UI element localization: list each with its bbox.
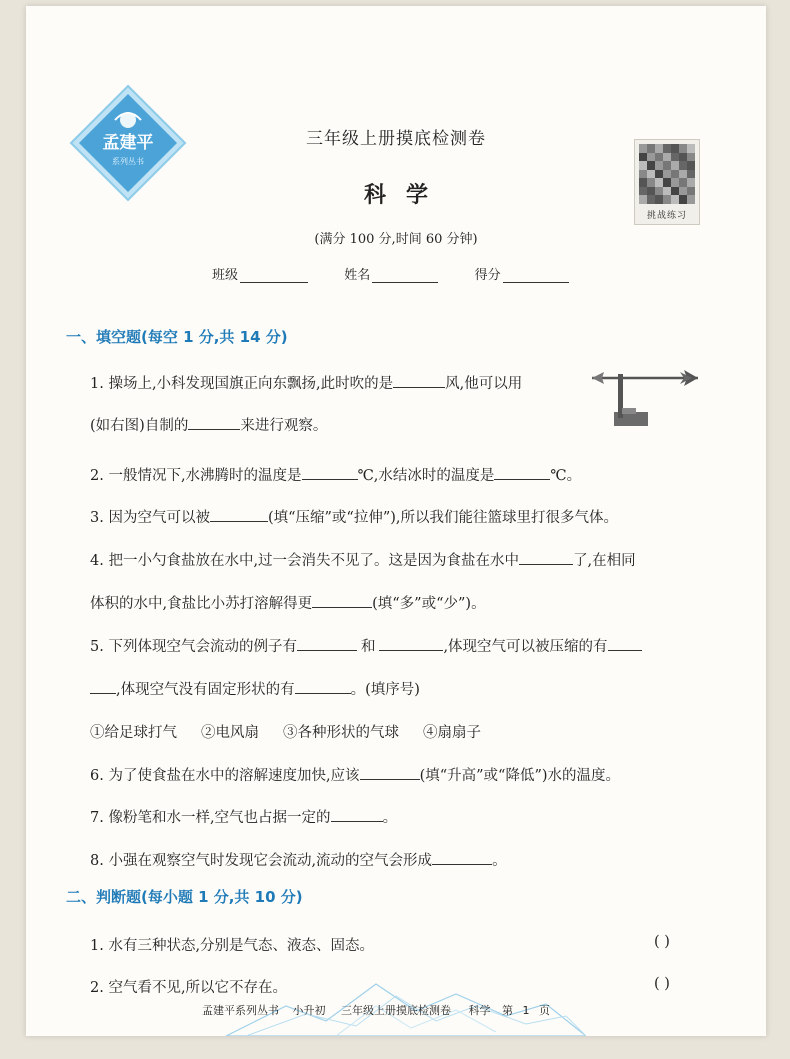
q1-blank2[interactable]: [188, 414, 240, 430]
qr-cell: [679, 161, 687, 170]
qr-cell: [655, 170, 663, 179]
judge-q1-answer[interactable]: ( ): [654, 934, 670, 950]
subject-title: 科学: [363, 182, 448, 208]
q5-line1: [90, 635, 642, 656]
q5-blank4[interactable]: [295, 678, 351, 694]
q8-text-a: 8. 小强在观察空气时发现它会流动,流动的空气会形成: [90, 853, 433, 869]
q2-text-a: 2. 一般情况下,水沸腾时的温度是: [90, 468, 302, 484]
q5-blank1[interactable]: [297, 635, 357, 651]
q4-text-d: (填“多”或“少”)。: [372, 596, 486, 612]
q4-blank1[interactable]: [519, 549, 573, 565]
footer-mountain-decoration: [226, 966, 586, 1036]
q1-blank1[interactable]: [393, 372, 445, 388]
q8-blank[interactable]: [432, 849, 492, 865]
q5-option-4: ④扇扇子: [423, 725, 481, 741]
q3-blank[interactable]: [210, 506, 268, 522]
qr-cell: [679, 153, 687, 162]
score-label: 得分: [474, 268, 501, 283]
score-blank[interactable]: [503, 268, 569, 283]
qr-cell: [655, 161, 663, 170]
q1-text-a: 1. 操场上,小科发现国旗正向东飘扬,此时吹的是: [90, 376, 394, 392]
exam-title: 三年级上册摸底检测卷: [306, 129, 486, 149]
q6-text-a: 6. 为了使食盐在水中的溶解速度加快,应该: [90, 768, 360, 784]
q5-text-a: 5. 下列体现空气会流动的例子有: [90, 639, 297, 655]
q5-text-e: 。(填序号): [350, 682, 420, 698]
q5-option-3: ③各种形状的气球: [283, 725, 399, 741]
q4-text-b: 了,在相同: [573, 553, 636, 569]
q5-text-c: ,体现空气可以被压缩的有: [443, 639, 608, 655]
q2-line: [90, 464, 581, 485]
exam-info: (满分 100 分,时间 60 分钟): [314, 232, 478, 247]
q5-option-2: ②电风扇: [201, 725, 259, 741]
qr-cell: [655, 153, 663, 162]
qr-cell: [663, 161, 671, 170]
q5-text-d: ,体现空气没有固定形状的有: [116, 682, 295, 698]
q7-line: [90, 806, 397, 827]
q1-text-c: (如右图)自制的: [90, 418, 189, 434]
q2-blank1[interactable]: [302, 464, 358, 480]
q3-text-a: 3. 因为空气可以被: [90, 510, 210, 526]
q4-line1: [90, 549, 636, 570]
qr-cell: [647, 161, 655, 170]
q6-line: [90, 764, 620, 785]
q4-blank2[interactable]: [312, 592, 372, 608]
section1-heading: 一、填空题(每空 1 分,共 14 分): [66, 328, 288, 346]
qr-cell: [647, 153, 655, 162]
q2-blank2[interactable]: [494, 464, 550, 480]
wind-vane-image: [586, 364, 706, 436]
footer-page-number: 1: [522, 1004, 530, 1017]
qr-cell: [671, 170, 679, 179]
q7-blank[interactable]: [331, 806, 383, 822]
qr-cell: [663, 170, 671, 179]
logo-subtext: 系列丛书: [112, 157, 144, 166]
q5-text-b: 和: [360, 639, 376, 655]
qr-cell: [639, 170, 647, 179]
qr-cell: [663, 153, 671, 162]
q4-line2: [90, 592, 486, 613]
name-blank[interactable]: [372, 268, 438, 283]
q1-line2: [90, 414, 327, 435]
q2-text-b: ℃,水结冰时的温度是: [357, 468, 495, 484]
q7-text-b: 。: [382, 810, 398, 826]
q4-text-c: 体积的水中,食盐比小苏打溶解得更: [90, 596, 313, 612]
q8-line: [90, 849, 507, 870]
q1-text-d: 来进行观察。: [240, 418, 328, 434]
section2-heading: 二、判断题(每小题 1 分,共 10 分): [66, 888, 303, 906]
q6-text-b: (填“升高”或“降低”)水的温度。: [419, 768, 621, 784]
student-info-row: [212, 264, 569, 283]
qr-caption: 挑战练习: [646, 211, 687, 221]
qr-cell: [671, 161, 679, 170]
q1-line1: [90, 372, 522, 393]
footer-book: 三年级上册摸底检测卷: [341, 1004, 451, 1017]
footer-subject: 科学: [468, 1004, 491, 1017]
q6-blank[interactable]: [360, 764, 420, 780]
name-label: 姓名: [344, 268, 371, 283]
q4-text-a: 4. 把一小勺食盐放在水中,过一会消失不见了。这是因为食盐在水中: [90, 553, 520, 569]
qr-cell: [687, 170, 695, 179]
class-blank[interactable]: [240, 268, 308, 283]
q2-text-c: ℃。: [550, 468, 582, 484]
class-label: 班级: [212, 268, 239, 283]
qr-cell: [639, 161, 647, 170]
exam-paper: [26, 6, 766, 1036]
footer-page-prefix: 第: [502, 1004, 513, 1017]
judge-q1: 1. 水有三种状态,分别是气态、液态、固态。: [90, 938, 375, 954]
q5-blank3-end[interactable]: [90, 678, 116, 694]
q8-text-b: 。: [492, 853, 507, 869]
judge-q2-answer[interactable]: ( ): [654, 976, 670, 992]
q5-blank2[interactable]: [379, 635, 443, 651]
qr-cell: [639, 153, 647, 162]
footer-series: 孟建平系列丛书: [202, 1004, 279, 1017]
qr-cell: [687, 161, 695, 170]
q5-blank3-start[interactable]: [608, 635, 642, 651]
footer-page-suffix: 页: [539, 1004, 550, 1017]
judge-q2: 2. 空气看不见,所以它不存在。: [90, 980, 288, 996]
q3-line: [90, 506, 618, 527]
qr-cell: [671, 153, 679, 162]
page-footer: [202, 1002, 550, 1018]
qr-cell: [687, 153, 695, 162]
q5-options: [90, 721, 481, 742]
q1-text-b: 风,他可以用: [445, 376, 523, 392]
qr-cell: [647, 170, 655, 179]
q5-option-1: ①给足球打气: [90, 725, 177, 741]
qr-cell: [679, 170, 687, 179]
logo-text: 孟建平: [102, 133, 154, 153]
q5-line2: [90, 678, 420, 699]
q3-text-b: (填“压缩”或“拉伸”),所以我们能往篮球里打很多气体。: [267, 510, 619, 526]
footer-grade: 小升初: [292, 1004, 326, 1017]
q7-text-a: 7. 像粉笔和水一样,空气也占据一定的: [90, 810, 331, 826]
